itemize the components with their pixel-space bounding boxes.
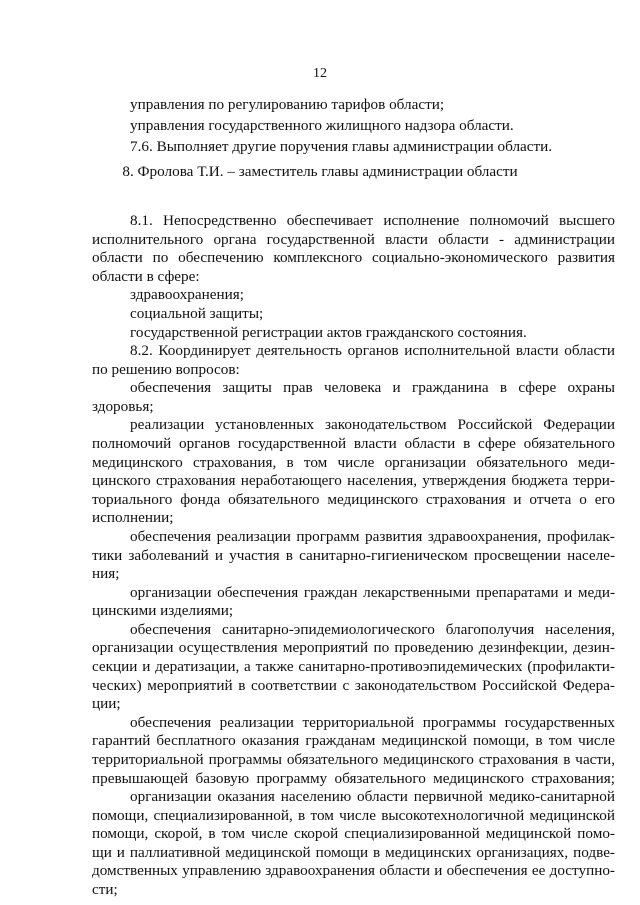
section-heading: 8. Фролова Т.И. – заместитель главы администрации области: [122, 163, 518, 180]
page-number: 12: [313, 66, 327, 81]
text-line: 7.6. Выполняет другие поручения главы администрации области.: [130, 138, 553, 155]
text-line: обеспечения санитарно-эпидемиологического благополучия населения,: [130, 621, 615, 638]
text-line: полномочий органов государственной власти области в сфере обязательного: [92, 435, 615, 452]
text-line: секции и дератизации, а также санитарно-противоэпидемических (профилакти-: [92, 658, 615, 675]
text-line: территориальной программы обязательного медицинского страхования в части,: [92, 751, 615, 768]
text-line: домственных управлению здравоохранения области и обеспечения ее доступно-: [92, 862, 615, 879]
text-line: гарантий бесплатного оказания гражданам медицинской помощи, в том числе: [92, 732, 615, 749]
text-line: тики заболеваний и участия в санитарно-гигиеническом просвещении населе-: [92, 547, 615, 564]
text-line: ции;: [92, 695, 121, 712]
text-line: сти;: [92, 881, 118, 898]
text-line: управления государственного жилищного надзора области.: [130, 117, 514, 134]
text-line: организации обеспечения граждан лекарственными препаратами и меди-: [130, 584, 615, 601]
text-line: организации осуществления мероприятий по проведению дезинфекции, дезин-: [92, 639, 615, 656]
text-line: исполнении;: [92, 509, 174, 526]
text-line: 8.1. Непосредственно обеспечивает исполнение полномочий высшего: [130, 212, 615, 229]
text-line: по решению вопросов:: [92, 361, 240, 378]
text-line: превышающей базовую программу обязательного медицинского страхования;: [92, 770, 615, 787]
text-line: 8.2. Координирует деятельность органов исполнительной власти области: [130, 342, 615, 359]
text-line: обеспечения защиты прав человека и гражданина в сфере охраны: [130, 379, 615, 396]
text-line: ческих) мероприятий в соответствии с законодательством Российской Федера-: [92, 677, 615, 694]
text-line: обеспечения реализации территориальной программы государственных: [130, 714, 615, 731]
text-line: области по обеспечению комплексного социально-экономического развития: [92, 249, 615, 266]
text-line: социальной защиты;: [130, 305, 264, 322]
text-line: здравоохранения;: [130, 286, 244, 303]
text-line: обеспечения реализации программ развития здравоохранения, профилак-: [130, 528, 615, 545]
text-line: организации оказания населению области первичной медико-санитарной: [130, 788, 615, 805]
text-line: реализации установленных законодательством Российской Федерации: [130, 416, 615, 433]
text-line: области в сфере:: [92, 268, 200, 285]
text-line: цинского страхования неработающего населения, утверждения бюджета терри-: [92, 472, 615, 489]
text-line: управления по регулированию тарифов области;: [130, 96, 445, 113]
text-line: щи и паллиативной медицинской помощи в медицинских организациях, подве-: [92, 844, 615, 861]
text-line: государственной регистрации актов гражданского состояния.: [130, 324, 527, 341]
text-line: ния;: [92, 565, 120, 582]
text-line: исполнительного органа государственной власти области - администрации: [92, 231, 615, 248]
text-line: помощи, специализированной, в том числе высокотехнологичной медицинской: [92, 807, 615, 824]
text-line: ториального фонда обязательного медицинского страхования и отчета о его: [92, 491, 615, 508]
text-line: здоровья;: [92, 398, 154, 415]
text-line: помощи, скорой, в том числе скорой специализированной медицинской помо-: [92, 825, 615, 842]
text-line: цинскими изделиями;: [92, 602, 234, 619]
text-line: медицинского страхования, в том числе организации обязательного меди-: [92, 454, 615, 471]
